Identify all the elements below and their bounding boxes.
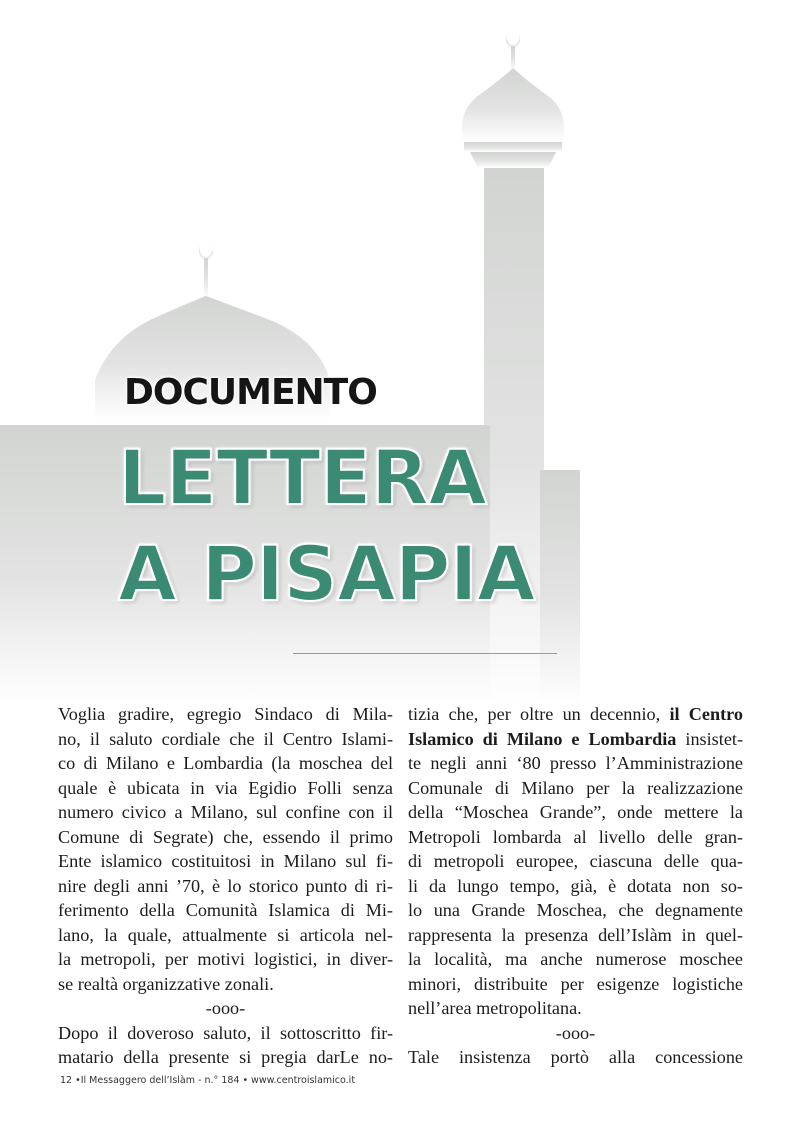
text-line: numero civico a Milano, sul confine con il	[58, 802, 393, 822]
text-fragment: insistet-	[676, 728, 743, 749]
section-kicker: DOCUMENTO	[124, 372, 377, 413]
text-line: matario della presente si pregia darLe no-	[58, 1047, 393, 1067]
page-footer: 12 •Il Messaggero dell’Islàm - n.° 184 • www.centroislamico.it	[60, 1075, 356, 1086]
text-fragment: tizia che, per oltre un decennio,	[408, 704, 670, 724]
text-line	[408, 702, 743, 727]
title-divider	[293, 653, 557, 654]
section-separator: -ooo-	[555, 1022, 596, 1043]
text-line: lo una Grande Moschea, che degnamente	[408, 900, 743, 920]
text-line: di metropoli europee, ciascuna delle qua-	[408, 851, 743, 871]
text-line: della “Moschea Grande”, onde mettere la	[408, 802, 743, 822]
text-line: minori, distribuite per esigenze logistiche	[408, 973, 743, 994]
text-line: la metropoli, per motivi logistici, in diver-	[58, 949, 393, 969]
text-line: nell’area metropolitana.	[408, 998, 582, 1018]
article-column-right	[408, 702, 743, 1070]
bold-organization-name: Islamico di Milano e Lombardia	[408, 728, 677, 749]
text-line: lano, la quale, attualmente si articola nel-	[58, 924, 393, 945]
text-line: Ente islamico costituitosi in Milano sul fi-	[58, 851, 393, 871]
text-line: Voglia gradire, egregio Sindaco di Mila-	[58, 704, 393, 724]
text-line: se realtà organizzative zonali.	[58, 973, 274, 994]
text-line: Metropoli lombarda al livello delle gran-	[408, 826, 743, 847]
article-column-left	[58, 702, 393, 1070]
section-separator: -ooo-	[205, 998, 246, 1018]
text-line: Comunale di Milano per la realizzazione	[408, 777, 743, 798]
text-line: la località, ma anche numerose moschee	[408, 949, 743, 969]
article-title-line-1: LETTERA	[118, 433, 487, 522]
text-line: Dopo il doveroso saluto, il sottoscritto fir-	[58, 1022, 393, 1043]
text-line: nire degli anni ’70, è lo storico punto di ri-	[58, 875, 393, 896]
text-line: co di Milano e Lombardia (la moschea del	[58, 753, 393, 773]
bold-organization-name: il Centro	[669, 704, 743, 724]
text-line: no, il saluto cordiale che il Centro Islami-	[58, 728, 393, 749]
article-title-line-2: A PISAPIA	[118, 529, 535, 618]
text-line: Comune di Segrate) che, essendo il primo	[58, 826, 393, 847]
text-line: rappresenta la presenza dell’Islàm in quel-	[408, 924, 743, 945]
text-line: Tale insistenza portò alla concessione	[408, 1047, 743, 1067]
text-line: ferimento della Comunità Islamica di Mi-	[58, 900, 393, 920]
text-line: te negli anni ‘80 presso l’Amministrazione	[408, 753, 743, 773]
text-line: quale è ubicata in via Egidio Folli senza	[58, 777, 393, 798]
text-line	[408, 727, 743, 752]
text-line: li da lungo tempo, già, è dotata non so-	[408, 875, 743, 896]
